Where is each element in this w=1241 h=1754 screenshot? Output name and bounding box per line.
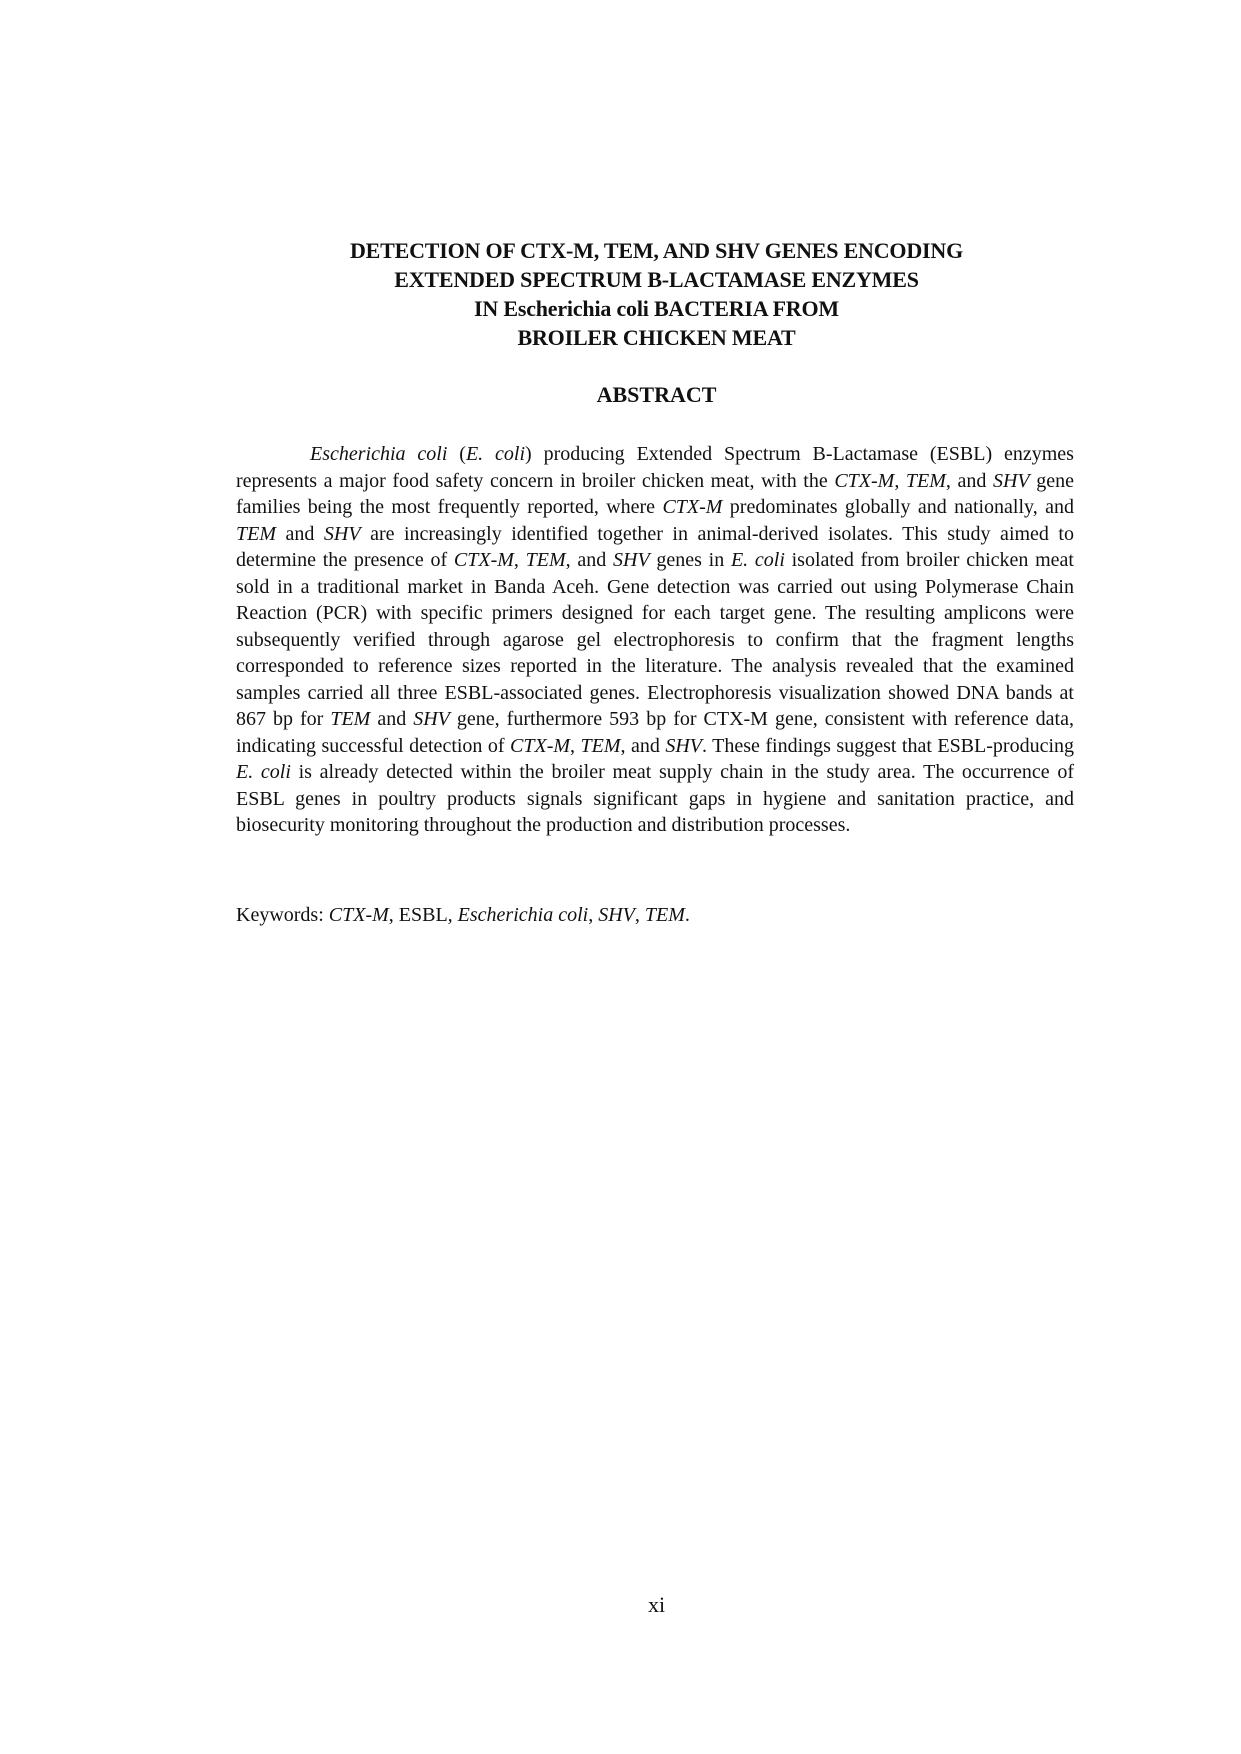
abstract-heading: ABSTRACT — [596, 382, 717, 407]
italic-term: Escherichia coli — [310, 443, 448, 465]
italic-term: CTX-M — [834, 469, 895, 492]
italic-term: CTX-M — [328, 904, 389, 926]
text-run: genes in — [649, 549, 731, 571]
title-line: IN Escherichia coli BACTERIA FROM — [474, 296, 839, 321]
italic-term: CTX-M — [662, 496, 723, 518]
italic-term: SHV — [613, 549, 650, 571]
italic-term: , Escherichia coli — [447, 904, 589, 926]
text-run: , and — [565, 549, 613, 571]
italic-term: TEM — [236, 522, 276, 545]
italic-term: SHV — [665, 734, 703, 757]
title-line: EXTENDED SPECTRUM B-LACTAMASE ENZYMES — [394, 267, 919, 292]
paper-title — [0, 236, 1241, 352]
page-number: xi — [647, 1592, 666, 1617]
italic-term: E. coli — [730, 549, 785, 571]
italic-term: E. coli — [236, 761, 291, 783]
text-run: and — [276, 522, 324, 545]
italic-term: TEM — [330, 708, 371, 730]
text-run: predominates globally and nationally, and — [722, 496, 1074, 518]
text-run: , — [513, 549, 526, 571]
abstract-body — [236, 441, 1074, 839]
text-run: , — [894, 469, 906, 492]
italic-term: SHV — [323, 522, 361, 545]
text-run: , — [634, 904, 645, 926]
title-line: DETECTION OF CTX-M, TEM, AND SHV GENES ENCODING — [349, 238, 963, 263]
text-run: ( — [447, 443, 466, 465]
text-run: gene families being the most frequently reported, where — [236, 469, 1074, 518]
text-run: . — [684, 904, 690, 926]
italic-term: TEM — [525, 549, 566, 571]
keywords-text — [236, 904, 690, 926]
keywords — [236, 904, 1074, 927]
text-run: are increasingly identified together in animal-derived isolates. This study aimed to determine the presence of — [236, 522, 1074, 571]
italic-term: CTX-M — [510, 734, 571, 757]
text-run: . These findings suggest that ESBL-producing — [702, 734, 1074, 757]
text-run: , and — [945, 469, 993, 492]
abstract-text — [236, 443, 1074, 836]
italic-term: TEM — [905, 469, 946, 492]
italic-term: TEM — [580, 734, 621, 757]
text-run: gene, furthermore 593 bp for CTX-M gene, consistent with reference data, indicating successful detection of — [236, 708, 1074, 757]
italic-term: SHV — [598, 904, 635, 926]
italic-term: E. coli — [465, 443, 526, 465]
text-run: and — [370, 708, 414, 730]
text-run: isolated from broiler chicken meat sold in a traditional market in Banda Aceh. Gene detection was carried out using Polymerase Chain Reaction (PCR) with specific primers designed for each target gene. The resulting amplicons were subsequently verified through agarose gel electrophoresis to confirm that the fragment lengths corresponded to reference sizes reported in the literature. The analysis revealed that the examined samples carried all three ESBL-associated genes. Electrophoresis visualization showed DNA bands at 867 bp for — [236, 549, 1074, 730]
italic-term: SHV — [992, 469, 1030, 492]
text-run: , and — [620, 734, 666, 757]
text-run: , — [570, 734, 581, 757]
italic-term: CTX-M — [453, 549, 514, 571]
text-run: , ESBL — [388, 904, 448, 926]
text-run: , — [588, 904, 599, 926]
text-run: Keywords: — [236, 904, 329, 926]
italic-term: TEM — [644, 904, 685, 926]
title-line: BROILER CHICKEN MEAT — [517, 325, 796, 350]
text-run: ) producing Extended Spectrum B-Lactamase (ESBL) enzymes represents a major food safety concern in broiler chicken meat, with the — [236, 443, 1074, 492]
text-run: is already detected within the broiler meat supply chain in the study area. The occurrence of ESBL genes in poultry products signals significant gaps in hygiene and sanitation practice, and biosecurity monitoring throughout the production and distribution processes. — [236, 761, 1074, 836]
italic-term: SHV — [413, 708, 450, 730]
